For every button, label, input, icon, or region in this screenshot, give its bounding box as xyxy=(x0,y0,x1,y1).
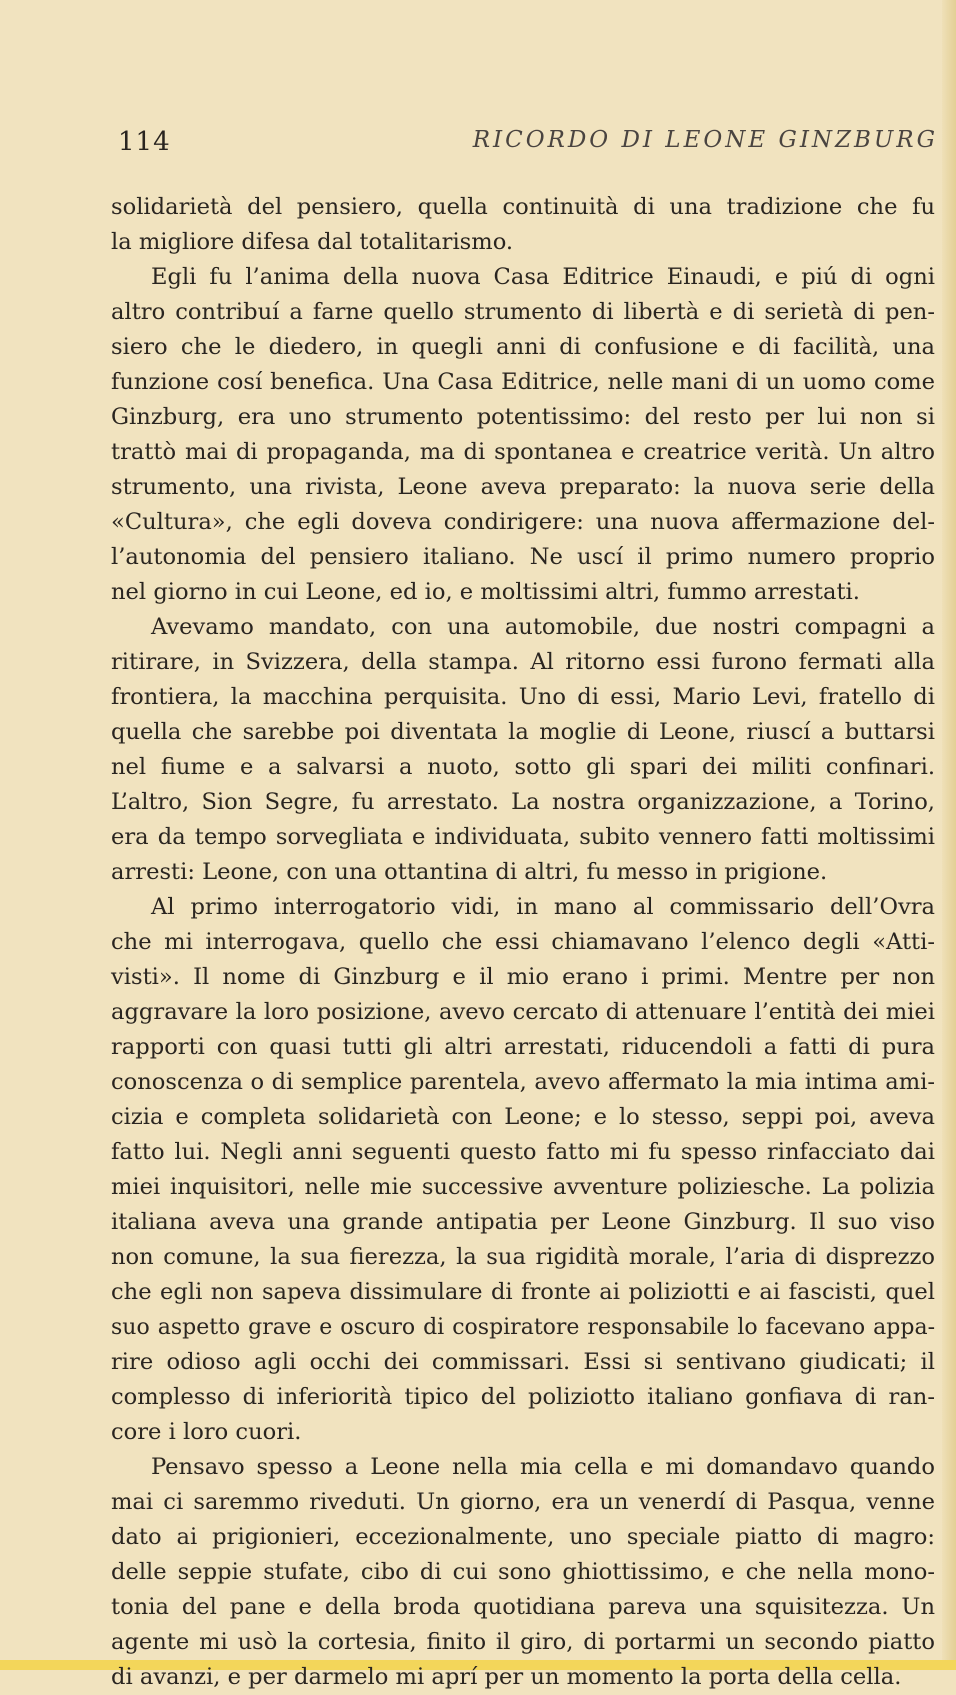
page-number: 114 xyxy=(118,127,171,157)
body-text xyxy=(111,190,935,1695)
text-line: ritirare, in Svizzera, della stampa. Al ritorno essi furono fermati alla xyxy=(111,649,935,675)
text-line: agente mi usò la cortesia, finito il giro, di portarmi un secondo piatto xyxy=(111,1629,935,1655)
text-line: Ginzburg, era uno strumento potentissimo: del resto per lui non si xyxy=(111,404,935,430)
page-edge xyxy=(942,0,956,1670)
text-line: altro contribuí a farne quello strumento di libertà e di serietà di pen- xyxy=(111,299,935,325)
paragraph xyxy=(111,190,935,260)
text-line: di avanzi, e per darmelo mi aprí per un momento la porta della cella. xyxy=(111,1664,902,1690)
text-line: rapporti con quasi tutti gli altri arrestati, riducendoli a fatti di pura xyxy=(111,1034,935,1060)
text-line: funzione cosí benefica. Una Casa Editrice, nelle mani di un uomo come xyxy=(111,369,935,395)
text-line: frontiera, la macchina perquisita. Uno di essi, Mario Levi, fratello di xyxy=(111,684,935,710)
text-line: non comune, la sua fierezza, la sua rigidità morale, l’aria di disprezzo xyxy=(111,1244,935,1270)
text-line: arresti: Leone, con una ottantina di altri, fu messo in prigione. xyxy=(111,859,828,885)
paragraph xyxy=(111,260,935,610)
text-line: «Cultura», che egli doveva condirigere: una nuova affermazione del- xyxy=(111,509,935,535)
text-line: era da tempo sorvegliata e individuata, subito vennero fatti moltissimi xyxy=(111,824,935,850)
text-line: Pensavo spesso a Leone nella mia cella e mi domandavo quando xyxy=(151,1454,935,1480)
page-header xyxy=(118,127,938,163)
text-line: suo aspetto grave e oscuro di cospiratore responsabile lo facevano appa- xyxy=(111,1315,935,1340)
text-line: la migliore difesa dal totalitarismo. xyxy=(111,229,514,255)
text-line: nel fiume e a salvarsi a nuoto, sotto gli spari dei militi confinari. xyxy=(111,754,935,780)
text-line: rire odioso agli occhi dei commissari. Essi si sentivano giudicati; il xyxy=(111,1349,935,1375)
text-line: aggravare la loro posizione, avevo cercato di attenuare l’entità dei miei xyxy=(111,999,935,1025)
text-line: l’autonomia del pensiero italiano. Ne uscí il primo numero proprio xyxy=(111,544,935,570)
text-line: Al primo interrogatorio vidi, in mano al commissario dell’Ovra xyxy=(151,894,935,920)
text-line: siero che le diedero, in quegli anni di confusione e di facilità, una xyxy=(111,334,935,360)
text-line: Avevamo mandato, con una automobile, due nostri compagni a xyxy=(151,614,935,640)
text-line: complesso di inferiorità tipico del poliziotto italiano gonfiava di ran- xyxy=(111,1384,935,1410)
running-head: RICORDO DI LEONE GINZBURG xyxy=(472,127,938,153)
text-line: trattò mai di propaganda, ma di spontanea e creatrice verità. Un altro xyxy=(111,439,935,465)
text-line: quella che sarebbe poi diventata la moglie di Leone, riuscí a buttarsi xyxy=(111,719,935,745)
text-line: che egli non sapeva dissimulare di fronte ai poliziotti e ai fascisti, quel xyxy=(111,1279,935,1305)
text-line: solidarietà del pensiero, quella continuità di una tradizione che fu xyxy=(111,194,935,220)
paragraph xyxy=(111,1450,935,1695)
text-line: Egli fu l’anima della nuova Casa Editrice Einaudi, e piú di ogni xyxy=(151,264,935,290)
text-line: cizia e completa solidarietà con Leone; e lo stesso, seppi poi, aveva xyxy=(111,1104,935,1130)
paragraph xyxy=(111,610,935,890)
text-line: miei inquisitori, nelle mie successive avventure poliziesche. La polizia xyxy=(111,1174,935,1200)
text-line: visti». Il nome di Ginzburg e il mio erano i primi. Mentre per non xyxy=(111,964,935,990)
text-line: core i loro cuori. xyxy=(111,1419,302,1445)
text-line: L’altro, Sion Segre, fu arrestato. La nostra organizzazione, a Torino, xyxy=(111,789,935,815)
text-line: tonia del pane e della broda quotidiana pareva una squisitezza. Un xyxy=(111,1594,935,1620)
paragraph xyxy=(111,890,935,1450)
text-line: nel giorno in cui Leone, ed io, e moltissimi altri, fummo arrestati. xyxy=(111,579,860,605)
text-line: che mi interrogava, quello che essi chiamavano l’elenco degli «Atti- xyxy=(111,929,935,955)
text-line: italiana aveva una grande antipatia per Leone Ginzburg. Il suo viso xyxy=(111,1209,935,1235)
text-line: dato ai prigionieri, eccezionalmente, uno speciale piatto di magro: xyxy=(111,1524,935,1550)
text-line: conoscenza o di semplice parentela, avevo affermato la mia intima ami- xyxy=(111,1069,935,1095)
text-line: strumento, una rivista, Leone aveva preparato: la nuova serie della xyxy=(111,474,935,500)
text-line: delle seppie stufate, cibo di cui sono ghiottissimo, e che nella mono- xyxy=(111,1559,935,1585)
text-line: mai ci saremmo riveduti. Un giorno, era un venerdí di Pasqua, venne xyxy=(111,1489,935,1515)
text-line: fatto lui. Negli anni seguenti questo fatto mi fu spesso rinfacciato dai xyxy=(111,1139,935,1165)
